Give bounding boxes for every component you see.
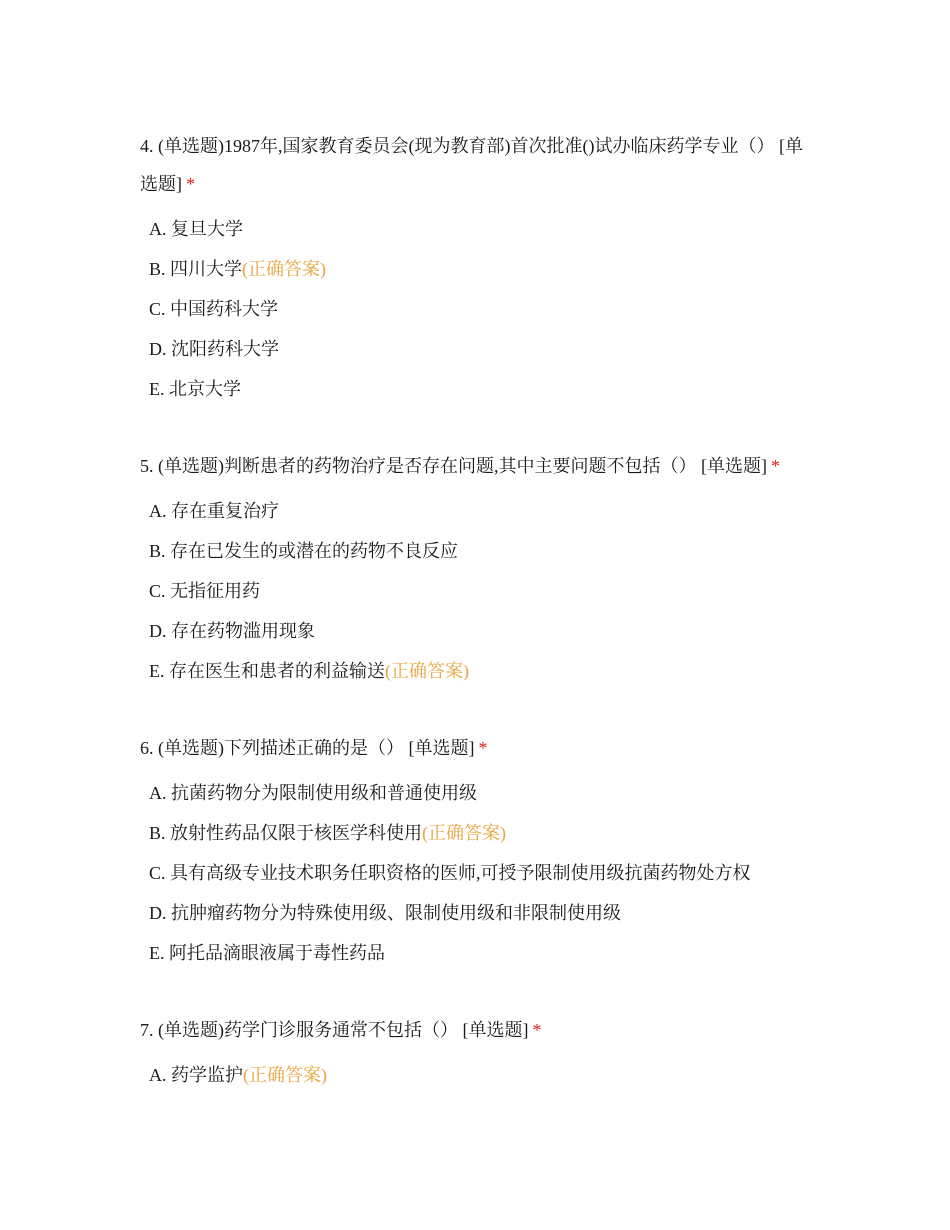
option-e[interactable]: E. 存在医生和患者的利益输送(正确答案) (149, 661, 469, 681)
option-e[interactable]: E. 北京大学 (149, 379, 241, 399)
option-b[interactable]: B. 四川大学(正确答案) (149, 259, 327, 279)
option-e[interactable]: E. 阿托品滴眼液属于毒性药品 (149, 943, 385, 963)
question-text: 7. (单选题)药学门诊服务通常不包括（） [单选题] * (140, 1020, 542, 1040)
option-d[interactable]: D. 沈阳药科大学 (149, 339, 279, 359)
option-list (140, 1055, 820, 1095)
option-list (140, 773, 820, 973)
required-marker: * (186, 174, 195, 194)
question-4 (140, 127, 820, 409)
question-text: 5. (单选题)判断患者的药物治疗是否存在问题,其中主要问题不包括（） [单选题] * (140, 456, 780, 476)
option-b[interactable]: B. 放射性药品仅限于核医学科使用(正确答案) (149, 823, 507, 843)
correct-answer-mark: (正确答案) (422, 823, 507, 843)
option-c[interactable]: C. 无指征用药 (149, 581, 261, 601)
required-marker: * (770, 456, 780, 476)
option-c[interactable]: C. 中国药科大学 (149, 299, 279, 319)
required-marker: * (532, 1020, 542, 1040)
option-a[interactable]: A. 药学监护(正确答案) (149, 1065, 327, 1085)
option-c[interactable]: C. 具有高级专业技术职务任职资格的医师,可授予限制使用级抗菌药物处方权 (149, 863, 751, 883)
question-text: 6. (单选题)下列描述正确的是（） [单选题] * (140, 738, 488, 758)
option-a[interactable]: A. 复旦大学 (149, 219, 243, 239)
option-a[interactable]: A. 存在重复治疗 (149, 501, 279, 521)
question-text: 4. (单选题)1987年,国家教育委员会(现为教育部)首次批准()试办临床药学专业（） [单选题] * (140, 136, 803, 194)
option-b[interactable]: B. 存在已发生的或潜在的药物不良反应 (149, 541, 459, 561)
option-d[interactable]: D. 抗肿瘤药物分为特殊使用级、限制使用级和非限制使用级 (149, 903, 621, 923)
option-d[interactable]: D. 存在药物滥用现象 (149, 621, 315, 641)
correct-answer-mark: (正确答案) (385, 661, 469, 681)
correct-answer-mark: (正确答案) (243, 1065, 327, 1085)
correct-answer-mark: (正确答案) (242, 259, 327, 279)
option-a[interactable]: A. 抗菌药物分为限制使用级和普通使用级 (149, 783, 477, 803)
question-7 (140, 1011, 820, 1095)
option-list (140, 491, 820, 691)
question-5 (140, 447, 820, 691)
question-6 (140, 729, 820, 973)
option-list (140, 209, 820, 409)
required-marker: * (478, 738, 488, 758)
